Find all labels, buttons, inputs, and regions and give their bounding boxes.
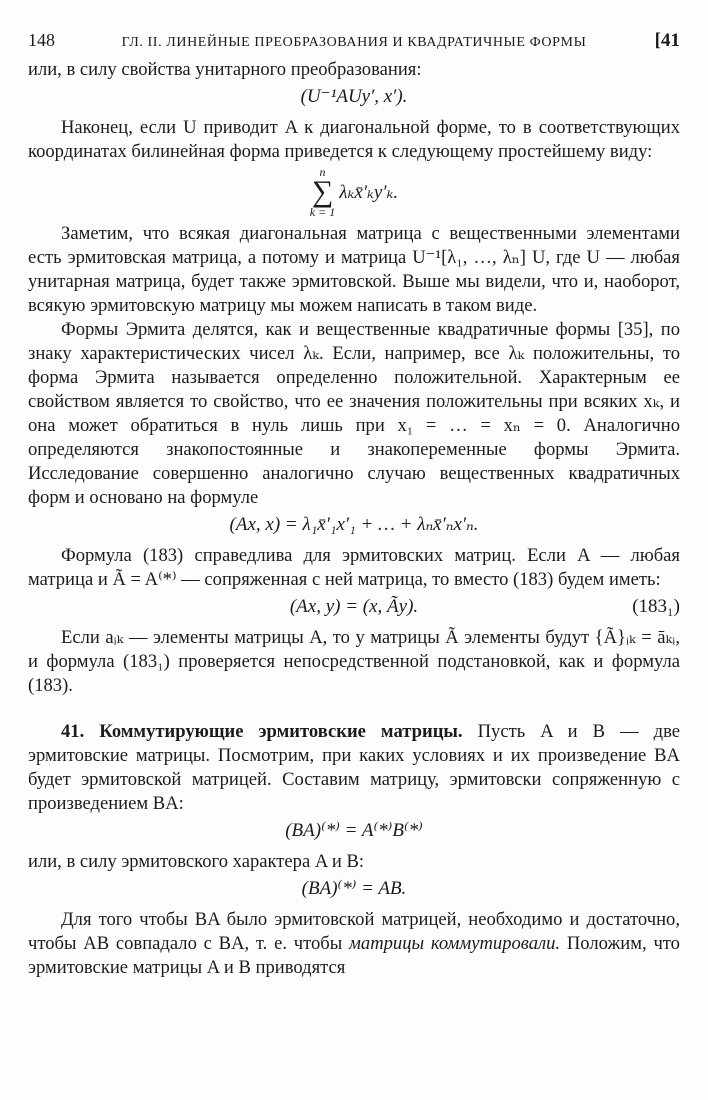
section-paragraph [28,720,680,816]
equation: (U⁻¹AUy′, x′). [300,86,408,107]
summation-sign [310,166,335,218]
summation-equation [28,166,680,218]
sum-upper-limit: n [319,165,326,179]
numbered-equation [28,594,680,620]
section-text: Пусть A и B — две эрмитовские матрицы. Посмотрим, при каких условиях и их произведение BA будет эрмитовской матрицей. Составим матрицу, эрмитовски сопряженную с произведением BA: [28,721,680,814]
paragraph: Формы Эрмита делятся, как и вещественные квадратичные формы [35], по знаку характеристических чисел λₖ. Если, например, все λₖ положительны, то форма Эрмита называется определенно положительной. Характерным ее свойством является то свойство, что ее значения положительны при всяких xₖ, и она может обратиться в нуль лишь при x₁ = … = xₙ = 0. Аналогично определяются знакопостоянные и знакопеременные формы Эрмита. Исследование совершенно аналогично случаю вещественных квадратичных форм и основано на формуле [28,319,680,508]
emphasis-text: матрицы коммутировали. [349,933,561,954]
section-heading: 41. Коммутирующие эрмитовские матрицы. [61,721,463,742]
section-marker: [41 [654,30,680,51]
book-page [28,30,680,980]
equation-body: (Ax, y) = (x, Ãy). [289,596,419,617]
equation: (BA)⁽*⁾ = A⁽*⁾B⁽*⁾ [285,820,423,841]
running-header [28,30,680,58]
paragraph [28,908,680,980]
text-run: Положим, что эрмитовские матрицы A и B приводятся [28,933,680,978]
paragraph: Наконец, если U приводит A к диагональной форме, то в соответствующих координатах билинейная форма приведется к следующему простейшему виду: [28,117,680,162]
equation: (BA)⁽*⁾ = AB. [301,878,407,899]
equation: (Ax, x) = λ₁x̄′₁x′₁ + … + λₙx̄′ₙx′ₙ. [229,514,479,535]
paragraph: Формула (183) справедлива для эрмитовских матриц. Если A — любая матрица и Ã = A⁽*⁾ — сопряженная с ней матрица, то вместо (183) будем иметь: [28,545,680,590]
sum-lower-limit: k = 1 [309,205,336,219]
sigma-glyph: ∑ [311,175,334,208]
section-gap [28,698,680,720]
equation-number: (183₁) [632,596,680,617]
paragraph: Заметим, что всякая диагональная матрица с вещественными элементами есть эрмитовская матрица, а потому и матрица U⁻¹[λ₁, …, λₙ] U, где U — любая унитарная матрица, будет также эрмитовской. Выше мы видели, что и, наоборот, всякую эрмитовскую матрицу мы можем написать в таком виде. [28,223,680,316]
paragraph: или, в силу свойства унитарного преобразования: [28,59,422,80]
page-number: 148 [28,30,55,50]
paragraph: или, в силу эрмитовского характера A и B: [28,851,365,872]
text-run: Для того чтобы BA было эрмитовской матрицей, необходимо и достаточно, чтобы AB совпадало с BA, т. е. чтобы [28,909,680,954]
paragraph: Если aᵢₖ — элементы матрицы A, то у матрицы Ã элементы будут {Ã}ᵢₖ = āₖᵢ, и формула (183₁) проверяется непосредственной подстановкой, как и формула (183). [28,627,680,696]
running-title: ГЛ. II. ЛИНЕЙНЫЕ ПРЕОБРАЗОВАНИЯ И КВАДРАТИЧНЫЕ ФОРМЫ [121,35,587,50]
sum-term: λₖx̄′ₖy′ₖ. [339,181,399,203]
